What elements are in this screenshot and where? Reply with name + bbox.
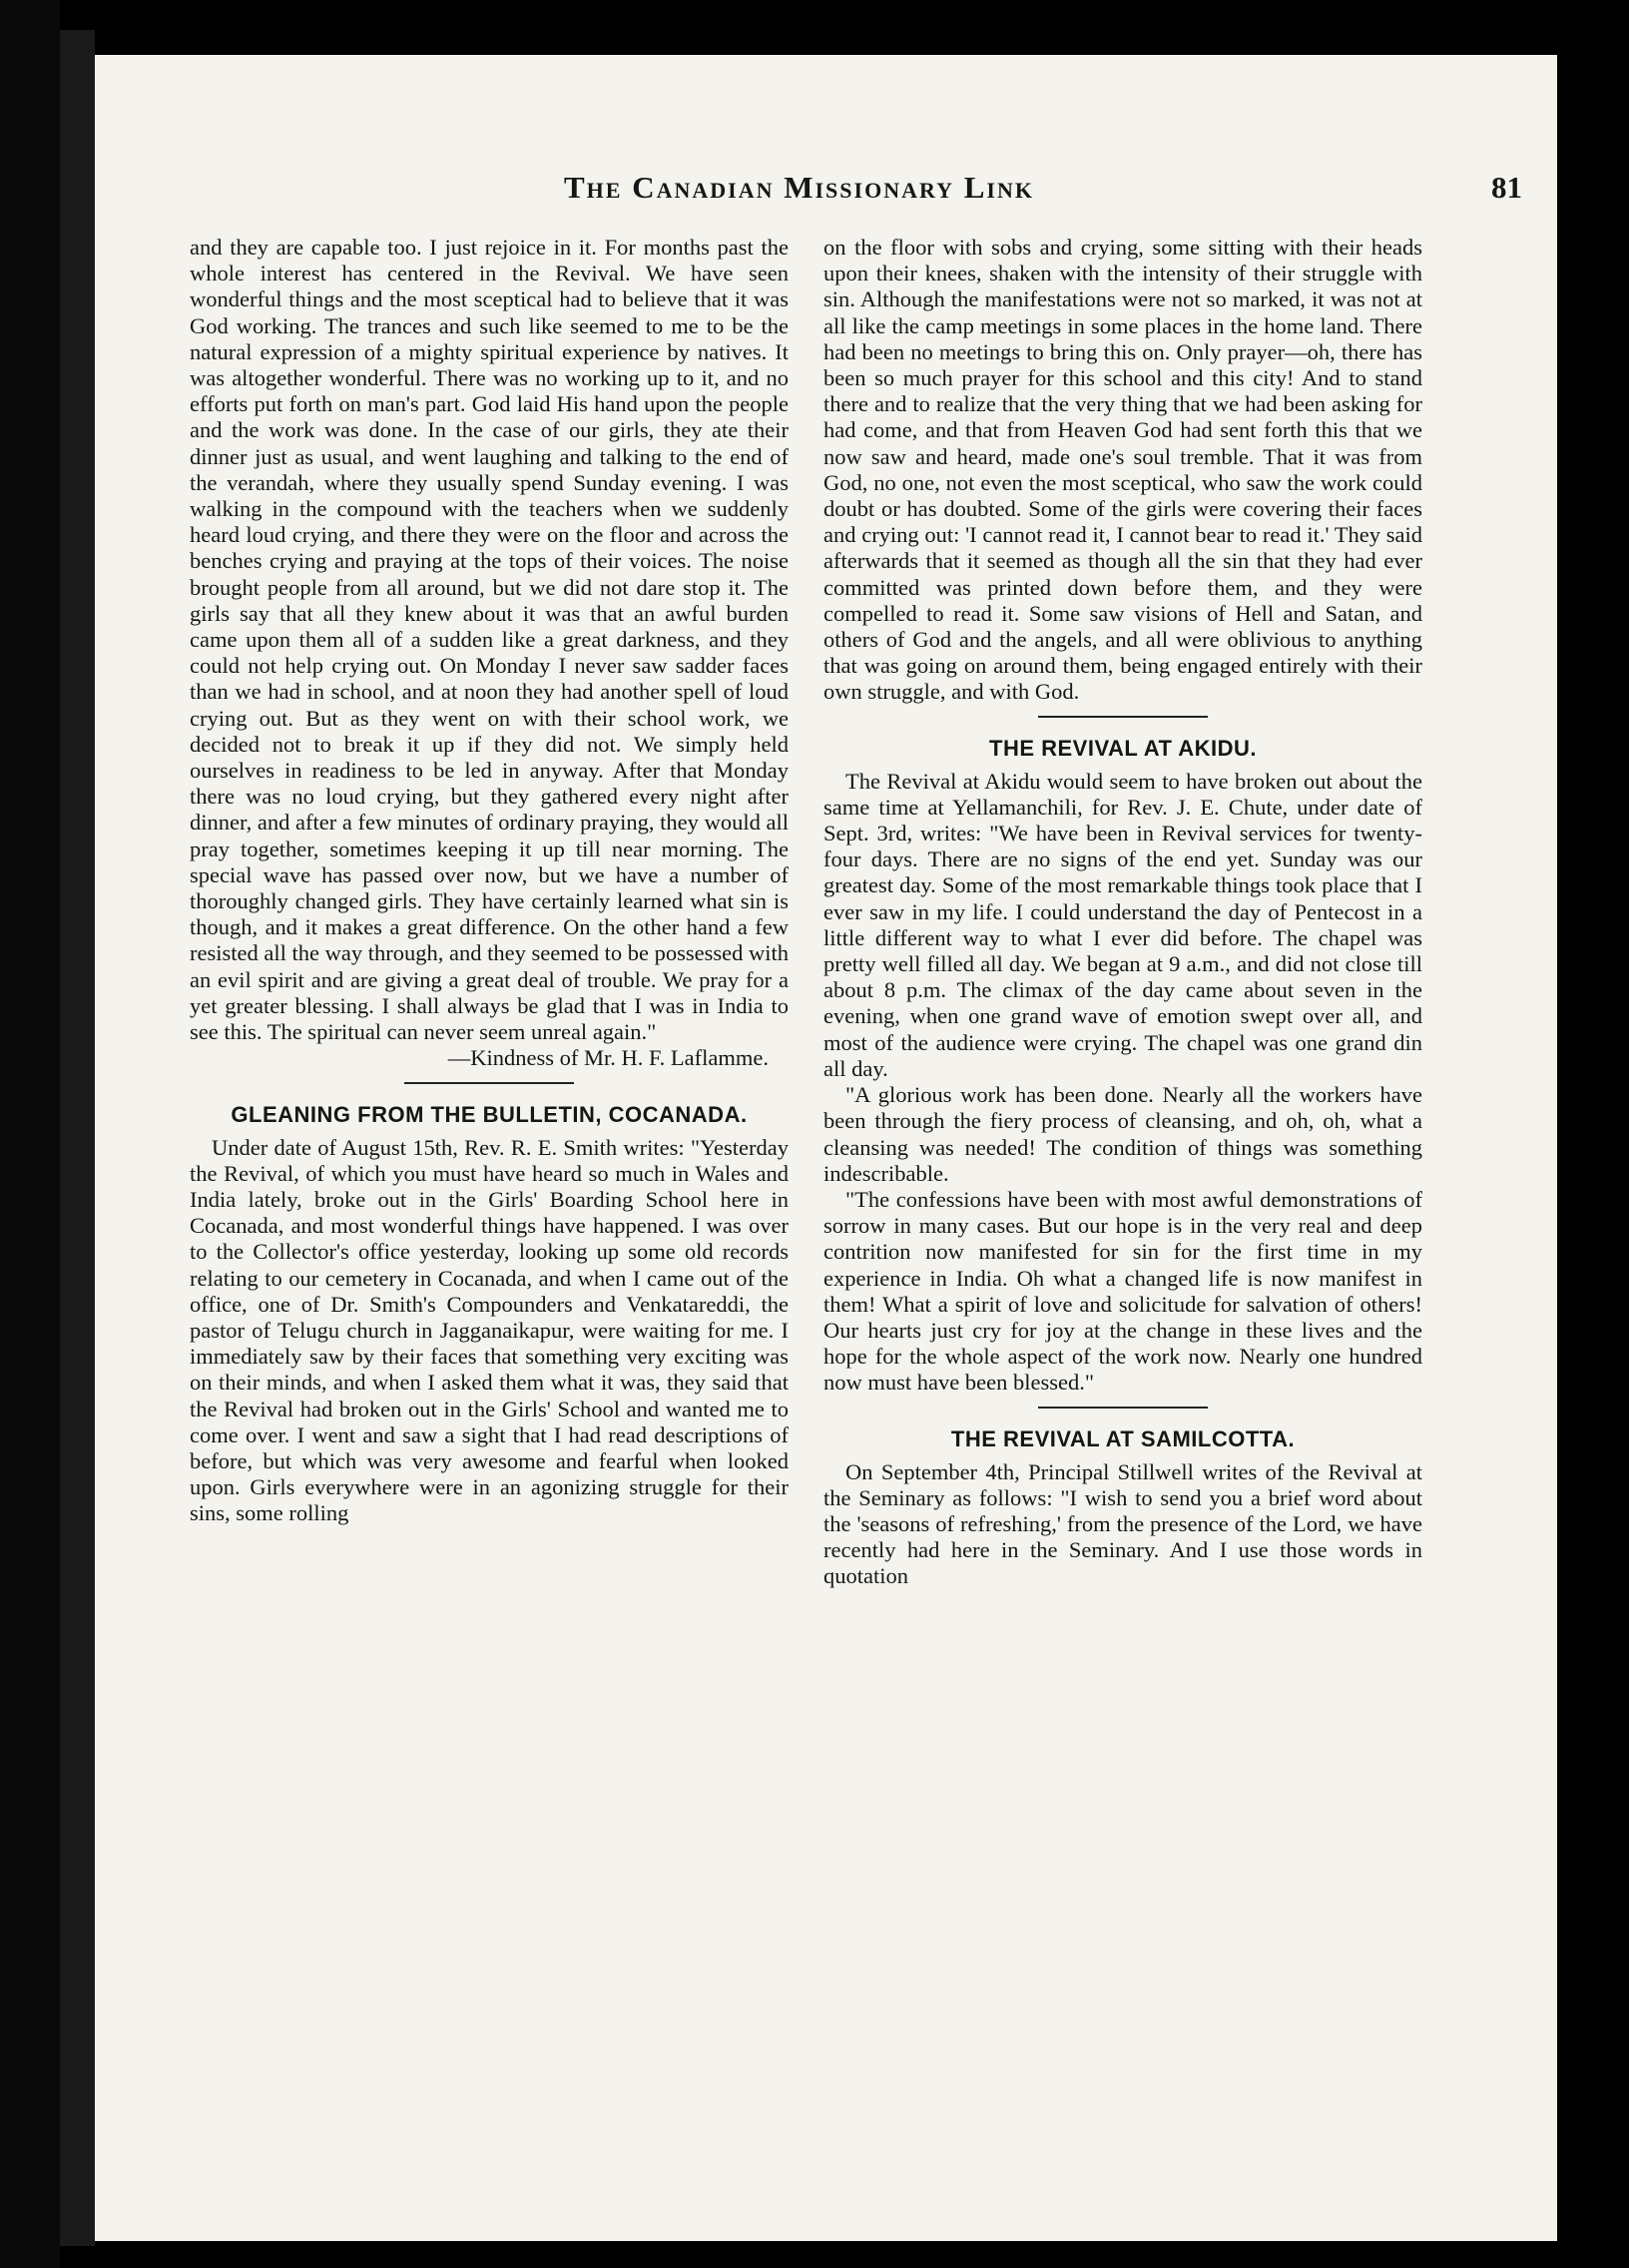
right-paragraph-4: "The confessions have been with most awful demonstrations of sorrow in many cases. But our hope is in the very real and deep contrition now manifested for sin for the first time in my experience in India. Oh what a changed life is now manifest in them! What a spirit of love and solicitude for salvation of others! Our hearts just cry for joy at the change in these lives and the hope for the whole aspect of the work now. Nearly one hundred now must have been blessed." [823,1186,1422,1396]
section-heading-gleaning: GLEANING FROM THE BULLETIN, COCANADA. [231,1101,748,1127]
right-paragraph-1: on the floor with sobs and crying, some sitting with their heads upon their knees, shaken with the intensity of their struggle with sin. Although the manifestations were not so marked, it was not at all like the camp meetings in some places in the home land. There had been no meetings to bring this on. Only prayer—oh, there has been so much prayer for this school and this city! And to stand there and to realize that the very thing that we had been asking for had come, and that from Heaven God had sent forth this that we now saw and heard, made one's soul tremble. That it was from God, no one, not even the most sceptical, who saw the work could doubt or has doubted. Some of the girls were covering their faces and crying out: 'I cannot read it, I cannot bear to read it.' They said afterwards that it seemed as though all the sin that they had ever committed was printed down before them, and they were compelled to read it. Some saw visions of Hell and Satan, and others of God and the angels, and all were oblivious to anything that was going on around them, being engaged entirely with their own struggle, and with God. [823,235,1422,705]
section-divider [1038,1407,1208,1409]
page-header [564,170,1522,240]
magazine-page [95,55,1557,2241]
section-heading-samilcotta: THE REVIVAL AT SAMILCOTTA. [950,1425,1296,1451]
section-divider [404,1082,574,1084]
right-paragraph-2: The Revival at Akidu would seem to have broken out about the same time at Yellamanchili, for Rev. J. E. Chute, under date of Sept. 3rd, writes: "We have been in Revival services for twenty-four days. There are no signs of the end yet. Sunday was our greatest day. Some of the most remarkable things took place that I ever saw in my life. I could understand the day of Pentecost in a little different way to what I ever did before. The chapel was pretty well filled all day. We began at 9 a.m., and did not close till about 8 p.m. The climax of the day came about seven in the evening, when one grand wave of emotion swept over all, and most of the audience were crying. The chapel was one grand din all day. [823,768,1422,1081]
scan-border-left [0,0,60,2268]
right-paragraph-5: On September 4th, Principal Stillwell writes of the Revival at the Seminary as follows: "I wish to send you a brief word about the 'seasons of refreshing,' from the presence of the Lord, we have recently had here in the Seminary. And I use those words in quotation [823,1458,1422,1589]
section-heading-akidu: THE REVIVAL AT AKIDU. [989,735,1257,761]
running-title: The Canadian Missionary Link [564,170,1034,205]
left-column [190,235,789,1527]
right-paragraph-3: "A glorious work has been done. Nearly all the workers have been through the fiery process of cleansing, and oh, oh, what a cleansing was needed! The condition of things was something indescribable. [823,1082,1422,1186]
left-paragraph-1: and they are capable too. I just rejoice in it. For months past the whole interest has centered in the Revival. We have seen wonderful things and the most sceptical had to believe that it was God working. The trances and such like seemed to me to be the natural expression of a mighty spiritual experience by natives. It was altogether wonderful. There was no working up to it, and no efforts put forth on man's part. God laid His hand upon the people and the work was done. In the case of our girls, they ate their dinner just as usual, and went laughing and talking to the end of the verandah, where they usually spend Sunday evening. I was walking in the compound with the teachers when we suddenly heard loud crying, and there they were on the floor and across the benches crying and praying at the tops of their voices. The noise brought people from all around, but we did not dare stop it. The girls say that all they knew about it was that an awful burden came upon them all of a sudden like a great darkness, and they could not help crying out. On Monday I never saw sadder faces than we had in school, and at noon they had another spell of loud crying out. But as they went on with their school work, we decided not to break it up if they did not. We simply held ourselves in readiness to be led in anyway. After that Monday there was no loud crying, but they gathered every night after dinner, and after a few minutes of ordinary praying, they would all pray together, sometimes keeping it up till near morning. The special wave has passed over now, but we have a number of thoroughly changed girls. They have certainly learned what sin is though, and it makes a great difference. On the other hand a few resisted all the way through, and they seemed to be possessed with an evil spirit and are giving a great deal of trouble. We pray for a yet greater blessing. I shall always be glad that I was in India to see this. The spiritual can never seem unreal again." [190,235,789,1045]
page-number: 81 [1491,170,1522,205]
left-paragraph-2: Under date of August 15th, Rev. R. E. Smith writes: "Yesterday the Revival, of which you must have heard so much in Wales and India lately, broke out in the Girls' Boarding School here in Cocanada, and most wonderful things have happened. I was over to the Collector's office yesterday, looking up some old records relating to our cemetery in Cocanada, and when I came out of the office, one of Dr. Smith's Compounders and Venkatareddi, the pastor of Telugu church in Jagganaikapur, were waiting for me. I immediately saw by their faces that something very exciting was on their minds, and when I asked them what it was, they said that the Revival had broken out in the Girls' School and wanted me to come over. I went and saw a sight that I had read descriptions of before, but which was very awesome and fearful when looked upon. Girls everywhere were in an agonizing struggle for their sins, some rolling [190,1134,789,1526]
section-divider [1038,716,1208,718]
scan-border-shadow [60,30,95,2246]
attribution: —Kindness of Mr. H. F. Laflamme. [447,1045,769,1071]
right-column [823,235,1422,1590]
